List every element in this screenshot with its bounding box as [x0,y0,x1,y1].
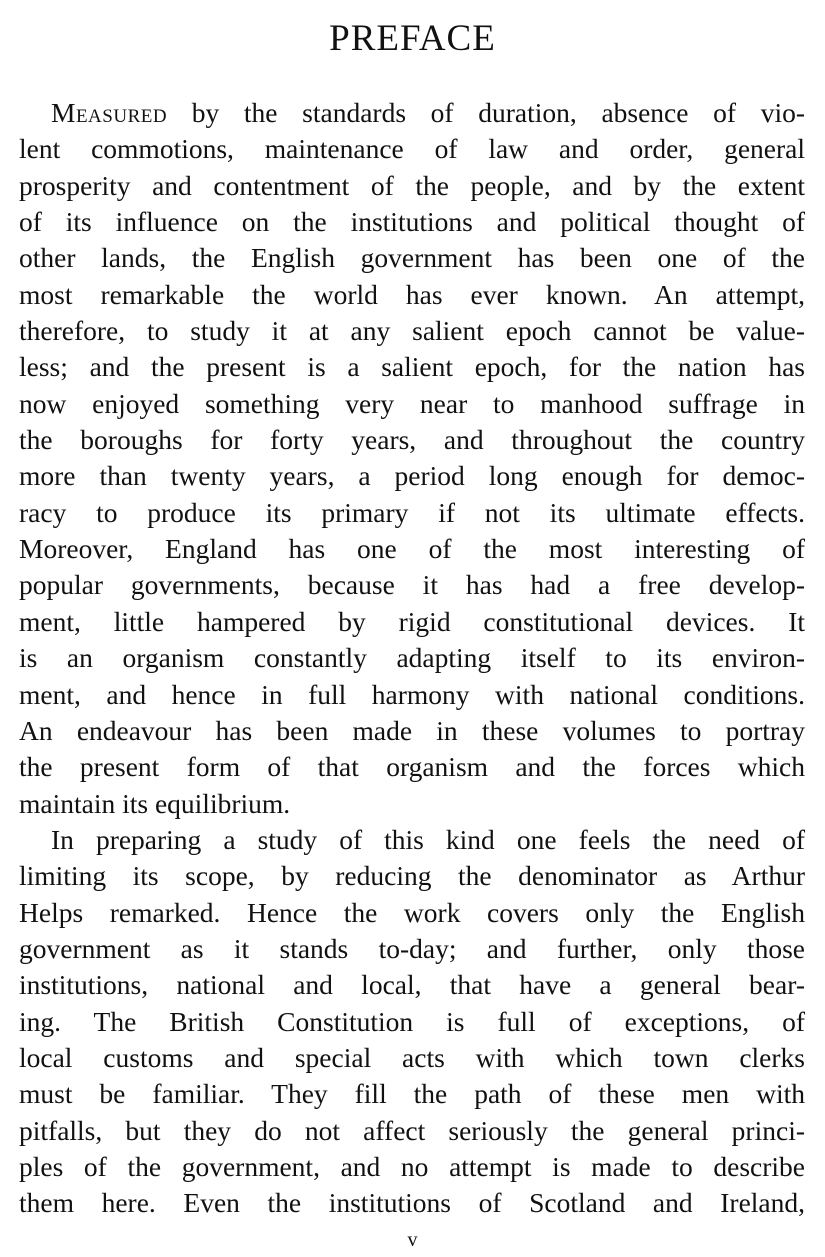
preface-body [19,95,805,1222]
text-line: lent commotions, maintenance of law and order, general [19,133,805,165]
text-line: ing. The British Constitution is full of exceptions, of [19,1005,805,1037]
text-line: the boroughs for forty years, and throughout the country [19,424,805,456]
text-line: is an organism constantly adapting itself to its environ- [19,642,805,674]
text-line: pitfalls, but they do not affect seriously the general princi- [19,1114,805,1146]
text-line: most remarkable the world has ever known. An attempt, [19,278,805,310]
text-line: other lands, the English government has been one of the [19,242,805,274]
text-line: An endeavour has been made in these volumes to portray [19,714,805,746]
text-line-content: by the standards of duration, absence of vio- [167,97,805,128]
text-line: now enjoyed something very near to manhood suffrage in [19,387,805,419]
text-line: Helps remarked. Hence the work covers only the English [19,896,805,928]
text-line: therefore, to study it at any salient epoch cannot be value- [19,315,805,347]
text-line: maintain its equilibrium. [19,787,291,819]
text-line: more than twenty years, a period long enough for democ- [19,460,805,492]
text-line: government as it stands to-day; and further, only those [19,932,805,964]
text-line: the present form of that organism and the forces which [19,751,805,783]
text-line [19,95,805,131]
text-line: limiting its scope, by reducing the denominator as Arthur [19,860,805,892]
text-line: of its influence on the institutions and political thought of [19,206,805,238]
text-line: ment, and hence in full harmony with national conditions. [19,678,805,710]
page-title: PREFACE [329,18,496,59]
text-line: less; and the present is a salient epoch, for the nation has [19,351,805,383]
text-line: racy to produce its primary if not its ultimate effects. [19,496,805,528]
text-line: must be familiar. They fill the path of these men with [19,1078,805,1110]
page-number: v [407,1229,418,1251]
text-line: institutions, national and local, that have a general bear- [19,969,805,1001]
opening-word: Measured [51,97,168,128]
text-line: ment, little hampered by rigid constitutional devices. It [19,605,805,637]
text-line: them here. Even the institutions of Scotland and Ireland, [19,1187,805,1219]
text-line: prosperity and contentment of the people, and by the extent [19,169,805,201]
text-line: Moreover, England has one of the most interesting of [19,533,805,565]
text-line: ples of the government, and no attempt is made to describe [19,1150,805,1182]
text-line: popular governments, because it has had a free develop- [19,569,805,601]
text-line: local customs and special acts with which town clerks [19,1041,805,1073]
text-line: In preparing a study of this kind one feels the need of [51,823,805,855]
